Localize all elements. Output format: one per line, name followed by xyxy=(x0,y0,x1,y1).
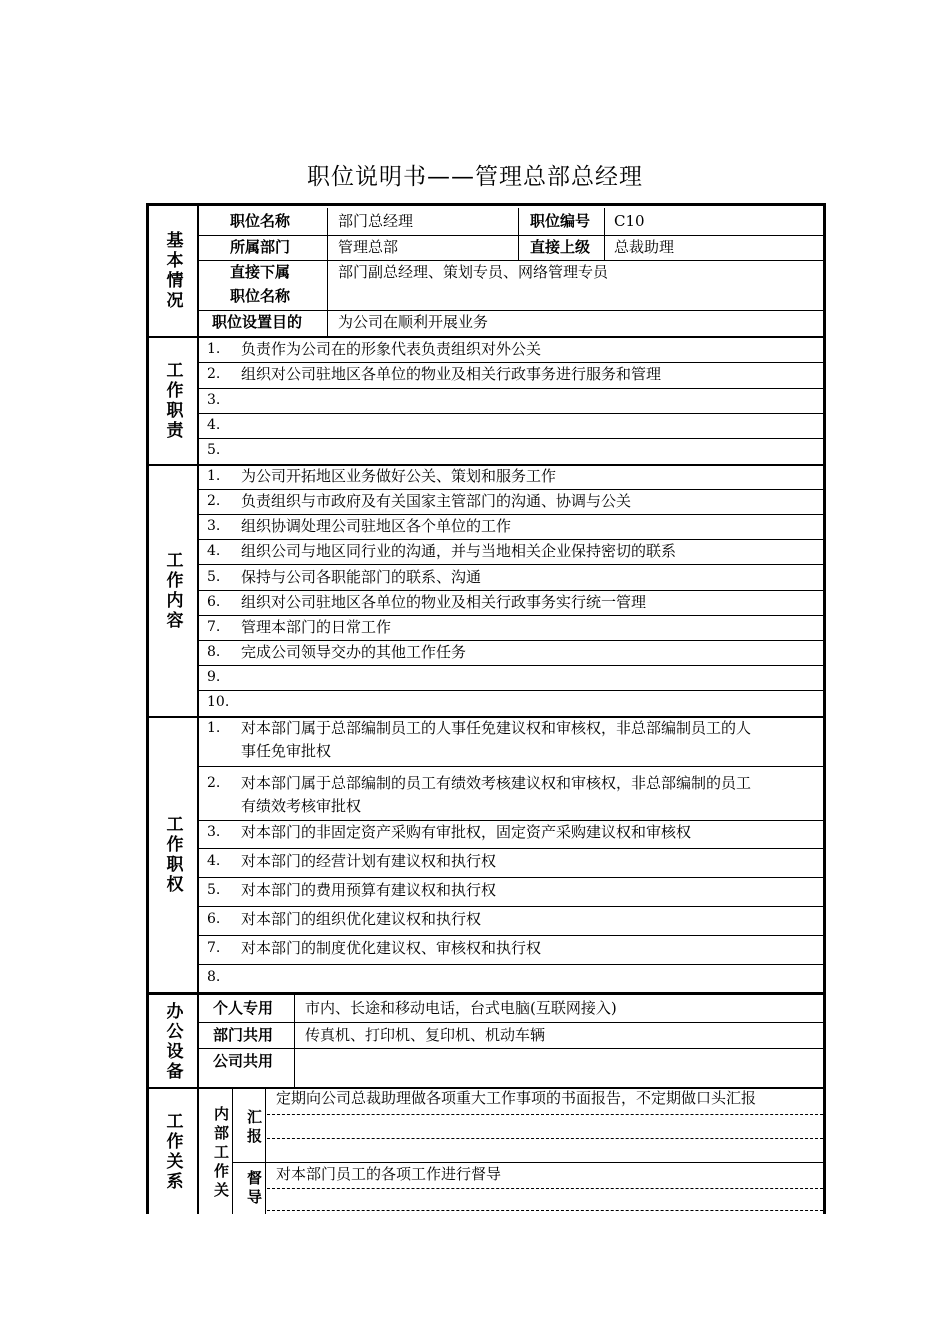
content-number: 1. xyxy=(207,468,221,484)
content-number: 10. xyxy=(207,694,230,710)
position-code-label: 职位编号 xyxy=(530,212,591,230)
dashed-line xyxy=(267,1210,823,1211)
content-text: 组织公司与地区同行业的沟通，并与当地相关企业保持密切的联系 xyxy=(241,542,677,560)
duty-number: 4. xyxy=(207,417,221,433)
content-text: 管理本部门的日常工作 xyxy=(241,618,392,636)
authority-text-cont: 事任免审批权 xyxy=(241,742,332,760)
authority-number: 3. xyxy=(207,824,221,840)
divider xyxy=(199,766,823,767)
authority-number: 1. xyxy=(207,720,221,736)
authority-text: 对本部门的非固定资产采购有审批权，固定资产采购建议权和审核权 xyxy=(241,823,692,841)
authority-text: 对本部门属于总部编制员工的人事任免建议权和审核权，非总部编制员工的人 xyxy=(241,719,752,737)
divider xyxy=(199,413,823,414)
divider xyxy=(199,665,823,666)
department-value: 管理总部 xyxy=(338,238,399,256)
position-code-value: C10 xyxy=(614,212,645,230)
content-number: 4. xyxy=(207,543,221,559)
subordinate-value: 部门副总经理、策划专员、网络管理专员 xyxy=(338,263,609,281)
dashed-line xyxy=(267,1138,823,1139)
page-title: 职位说明书——管理总部总经理 xyxy=(307,164,643,190)
content-text: 为公司开拓地区业务做好公关、策划和服务工作 xyxy=(241,467,557,485)
supervise-value: 对本部门员工的各项工作进行督导 xyxy=(276,1165,502,1183)
content-number: 5. xyxy=(207,569,221,585)
content-number: 9. xyxy=(207,669,221,685)
content-number: 6. xyxy=(207,594,221,610)
purpose-value: 为公司在顺利开展业务 xyxy=(338,313,489,331)
section-label-duties: 工作职责 xyxy=(162,361,183,441)
company-equipment-label: 公司共用 xyxy=(213,1052,274,1070)
content-number: 8. xyxy=(207,644,221,660)
content-number: 2. xyxy=(207,493,221,509)
authority-text: 对本部门属于总部编制的员工有绩效考核建议权和审核权，非总部编制的员工 xyxy=(241,774,752,792)
duty-number: 1. xyxy=(207,341,221,357)
authority-number: 8. xyxy=(207,969,221,985)
dept-equipment-value: 传真机、打印机、复印机、机动车辆 xyxy=(305,1026,546,1044)
report-label: 汇报 xyxy=(245,1109,263,1147)
content-text: 组织对公司驻地区各单位的物业及相关行政事务实行统一管理 xyxy=(241,593,647,611)
personal-equipment-label: 个人专用 xyxy=(213,999,274,1017)
dashed-line xyxy=(267,1114,823,1115)
divider xyxy=(327,208,328,336)
personal-equipment-value: 市内、长途和移动电话，台式电脑(互联网接入) xyxy=(305,999,617,1017)
duty-number: 5. xyxy=(207,442,221,458)
report-value: 定期向公司总裁助理做各项重大工作事项的书面报告，不定期做口头汇报 xyxy=(276,1089,757,1107)
divider xyxy=(604,208,605,260)
authority-text-cont: 有绩效考核审批权 xyxy=(241,797,362,815)
divider xyxy=(518,208,519,260)
content-text: 保持与公司各职能部门的联系、沟通 xyxy=(241,568,482,586)
divider xyxy=(199,235,823,236)
divider xyxy=(199,690,823,691)
authority-text: 对本部门的组织优化建议权和执行权 xyxy=(241,910,482,928)
divider xyxy=(199,1048,823,1049)
content-text: 完成公司领导交办的其他工作任务 xyxy=(241,643,467,661)
dept-equipment-label: 部门共用 xyxy=(213,1026,274,1044)
authority-text: 对本部门的费用预算有建议权和执行权 xyxy=(241,881,497,899)
subordinate-label-1: 直接下属 xyxy=(230,263,291,281)
divider xyxy=(265,1089,266,1214)
divider xyxy=(199,438,823,439)
section-label-authority: 工作职权 xyxy=(162,815,183,895)
content-number: 3. xyxy=(207,518,221,534)
authority-text: 对本部门的制度优化建议权、审核权和执行权 xyxy=(241,939,542,957)
duty-number: 3. xyxy=(207,392,221,408)
section-label-content: 工作内容 xyxy=(162,551,183,631)
section-divider xyxy=(197,206,199,1214)
section-separator xyxy=(149,992,823,995)
duty-text: 组织对公司驻地区各单位的物业及相关行政事务进行服务和管理 xyxy=(241,365,662,383)
subordinate-label-2: 职位名称 xyxy=(230,287,291,305)
purpose-label: 职位设置目的 xyxy=(212,313,303,331)
content-text: 负责组织与市政府及有关国家主管部门的沟通、协调与公关 xyxy=(241,492,632,510)
position-name-value: 部门总经理 xyxy=(338,212,414,230)
authority-number: 4. xyxy=(207,853,221,869)
authority-number: 5. xyxy=(207,882,221,898)
authority-number: 2. xyxy=(207,775,221,791)
authority-number: 7. xyxy=(207,940,221,956)
authority-text: 对本部门的经营计划有建议权和执行权 xyxy=(241,852,497,870)
duty-text: 负责作为公司在的形象代表负责组织对外公关 xyxy=(241,340,542,358)
content-number: 7. xyxy=(207,619,221,635)
internal-relations-label: 内部工作关 xyxy=(212,1105,230,1201)
section-label-relations: 工作关系 xyxy=(162,1112,183,1192)
content-text: 组织协调处理公司驻地区各个单位的工作 xyxy=(241,517,512,535)
superior-value: 总裁助理 xyxy=(614,238,675,256)
authority-number: 6. xyxy=(207,911,221,927)
dashed-line xyxy=(267,1188,823,1189)
section-label-equipment: 办公设备 xyxy=(162,1001,183,1082)
section-label-basic: 基本情况 xyxy=(162,231,183,311)
divider xyxy=(199,964,823,965)
department-label: 所属部门 xyxy=(230,238,291,256)
supervise-label: 督导 xyxy=(245,1170,263,1208)
divider xyxy=(199,388,823,389)
divider xyxy=(294,995,295,1087)
superior-label: 直接上级 xyxy=(530,238,591,256)
position-name-label: 职位名称 xyxy=(230,212,291,230)
duty-number: 2. xyxy=(207,366,221,382)
